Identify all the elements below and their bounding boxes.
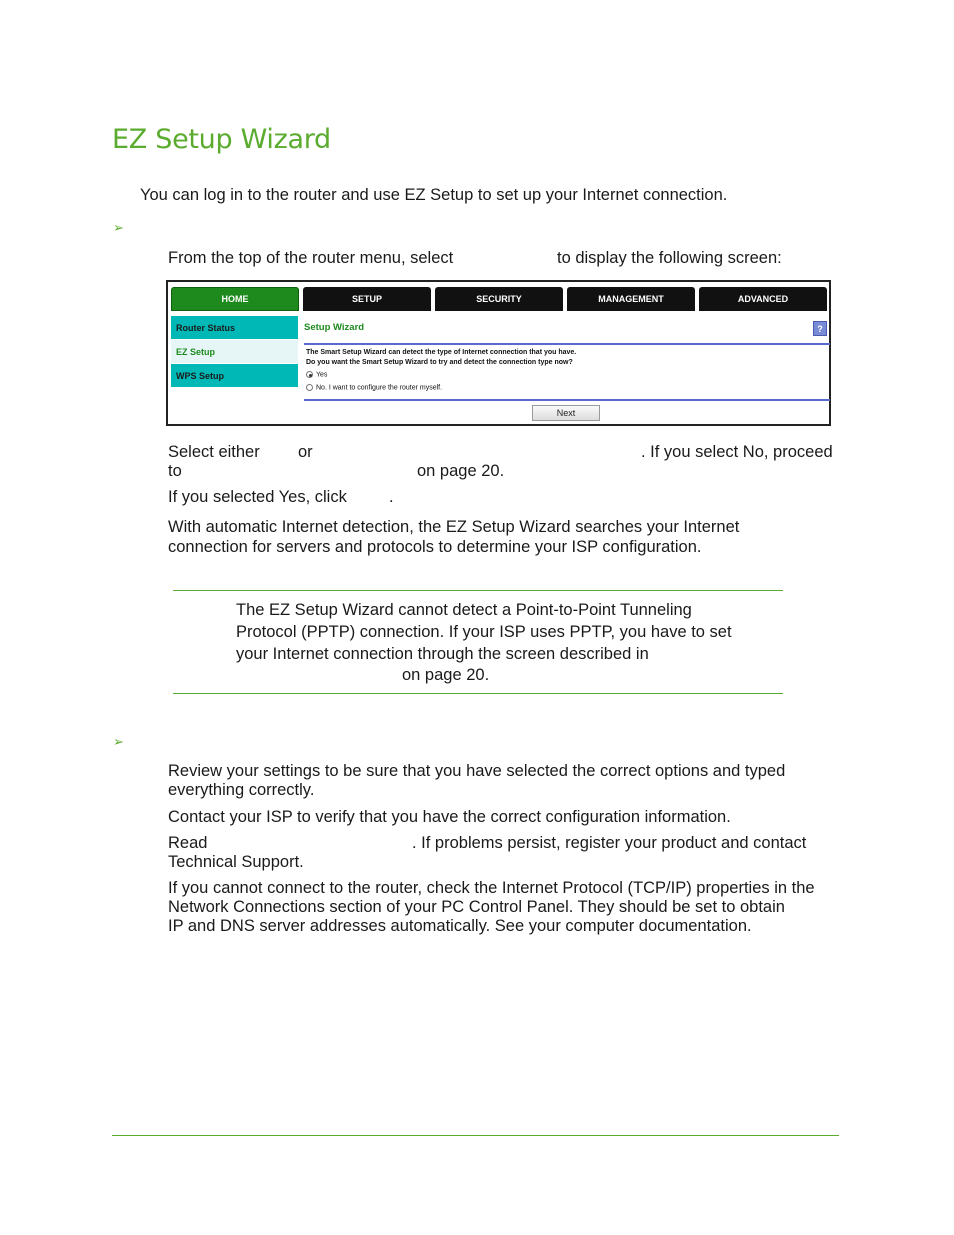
tab-security[interactable]: SECURITY <box>435 287 563 311</box>
wizard-title: Setup Wizard <box>304 322 365 333</box>
radio-yes[interactable] <box>306 371 313 378</box>
step2-or: or <box>298 443 313 461</box>
divider <box>304 343 830 345</box>
sidebar-item-wps-setup[interactable]: WPS Setup <box>171 364 298 387</box>
trouble1-line1: Review your settings to be sure that you have selected the correct options and typed <box>168 762 786 780</box>
trouble3-read: Read <box>168 834 208 852</box>
tab-advanced[interactable]: ADVANCED <box>699 287 827 311</box>
bullet-arrow-icon: ➢ <box>113 220 124 235</box>
step2-page-ref: on page 20. <box>417 462 505 480</box>
step3-text: If you selected Yes, click <box>168 488 347 506</box>
note-line2: Protocol (PPTP) connection. If your ISP uses PPTP, you have to set <box>236 623 732 641</box>
step1-text-a: From the top of the router menu, select <box>168 249 454 267</box>
trouble1-line2: everything correctly. <box>168 781 315 799</box>
trouble4-line3: IP and DNS server addresses automatically. See your computer documentation. <box>168 917 752 935</box>
tab-management[interactable]: MANAGEMENT <box>567 287 695 311</box>
page-title: EZ Setup Wizard <box>112 124 331 155</box>
trouble2: Contact your ISP to verify that you have the correct configuration information. <box>168 808 731 826</box>
step2-select-either: Select either <box>168 443 260 461</box>
option-yes[interactable] <box>306 371 327 378</box>
trouble3-rest: . If problems persist, register your product and contact <box>412 834 807 852</box>
bullet-arrow-icon: ➢ <box>113 734 124 749</box>
sidebar-item-router-status[interactable]: Router Status <box>171 316 298 339</box>
radio-no[interactable] <box>306 384 313 391</box>
tab-setup[interactable]: SETUP <box>303 287 431 311</box>
trouble4-line2: Network Connections section of your PC Control Panel. They should be set to obtain <box>168 898 785 916</box>
step4-line2: connection for servers and protocols to determine your ISP configuration. <box>168 538 702 556</box>
note-line1: The EZ Setup Wizard cannot detect a Point-to-Point Tunneling <box>236 601 692 619</box>
intro-text: You can log in to the router and use EZ Setup to set up your Internet connection. <box>140 186 728 204</box>
option-no[interactable] <box>306 384 442 391</box>
note-line4: on page 20. <box>402 666 490 684</box>
next-button[interactable]: Next <box>532 405 600 421</box>
sidebar-item-ez-setup[interactable]: EZ Setup <box>171 340 298 363</box>
step1-text-b: to display the following screen: <box>557 249 782 267</box>
trouble3-line2: Technical Support. <box>168 853 304 871</box>
divider <box>304 399 830 401</box>
note-bottom-rule <box>173 693 783 694</box>
trouble4-line1: If you cannot connect to the router, check the Internet Protocol (TCP/IP) properties in the <box>168 879 815 897</box>
note-top-rule <box>173 590 783 591</box>
option-no-label: No. I want to configure the router myself. <box>316 384 443 392</box>
wizard-line2: Do you want the Smart Setup Wizard to try and detect the connection type now? <box>306 359 573 366</box>
wizard-line1: The Smart Setup Wizard can detect the type of Internet connection that you have. <box>306 349 577 356</box>
router-screenshot <box>166 280 831 426</box>
step2-to: to <box>168 462 182 480</box>
step2-if-no: . If you select No, proceed <box>641 443 833 461</box>
option-yes-label: Yes <box>316 371 328 379</box>
step3-period: . <box>389 488 394 506</box>
tab-home[interactable]: HOME <box>171 287 299 311</box>
step4-line1: With automatic Internet detection, the EZ Setup Wizard searches your Internet <box>168 518 740 536</box>
help-icon[interactable]: ? <box>813 321 827 336</box>
note-line3: your Internet connection through the screen described in <box>236 645 649 663</box>
footer-rule <box>112 1135 839 1136</box>
